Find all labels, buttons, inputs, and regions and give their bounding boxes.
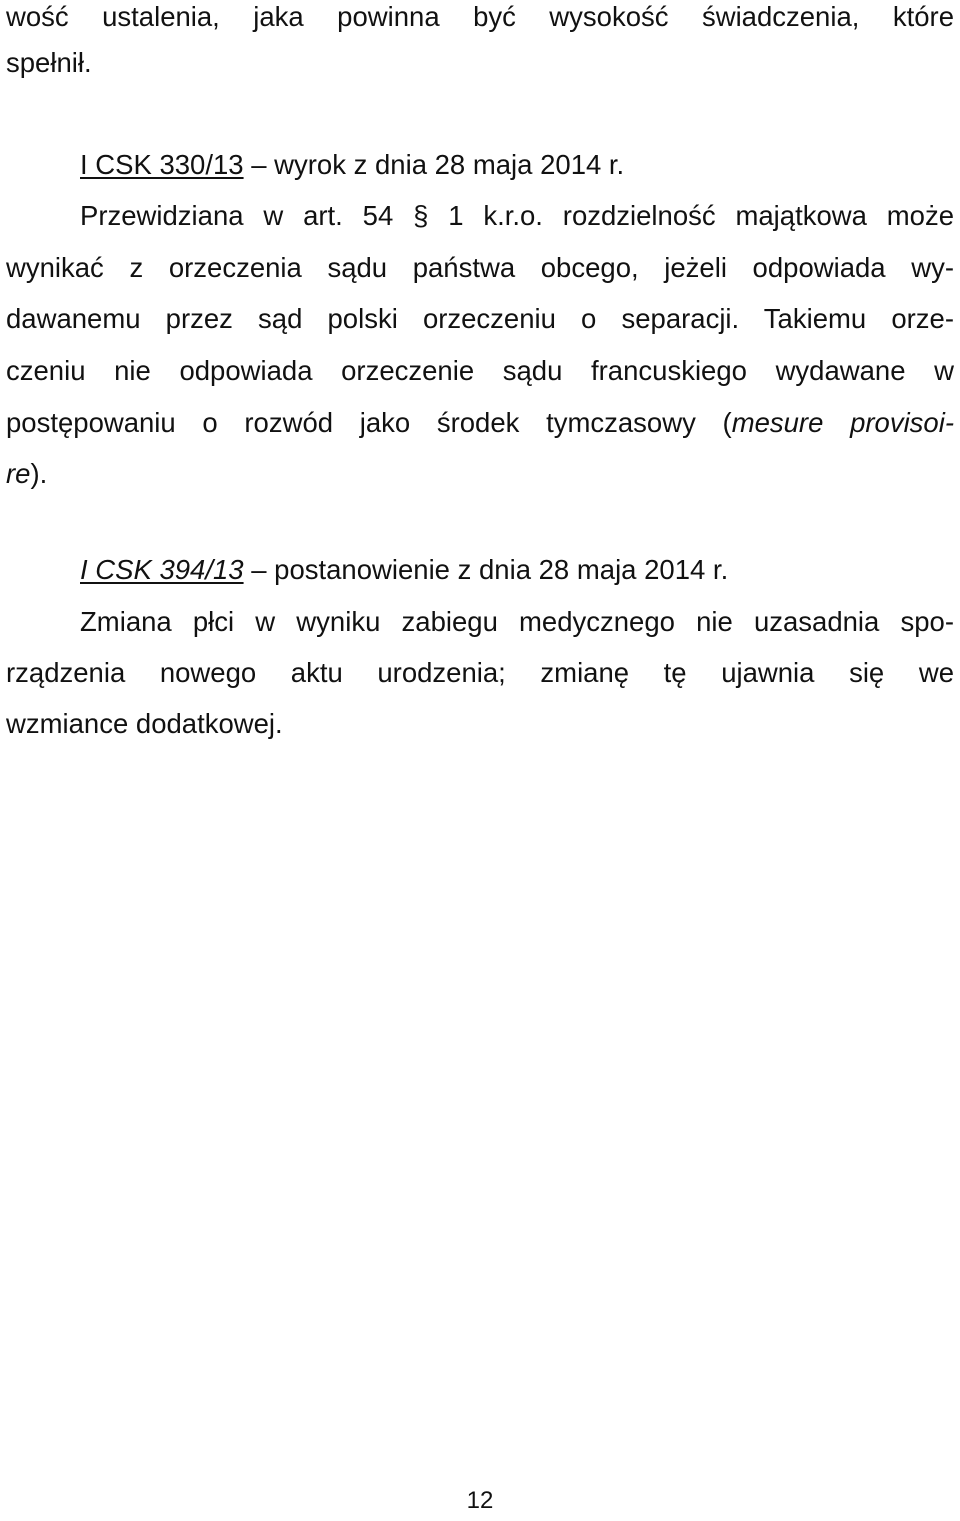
entry-2-line-2: rządzenia nowego aktu urodzenia; zmianę tę ujawnia się we bbox=[6, 657, 954, 688]
foreign-term: mesure provisoi- bbox=[731, 407, 954, 438]
entry-2-line-3: wzmiance dodatkowej. bbox=[6, 708, 283, 739]
case-desc: – postanowienie z dnia 28 maja 2014 r. bbox=[243, 554, 729, 585]
entry-1-line-5 bbox=[6, 406, 954, 440]
intro-line-2: spełnił. bbox=[6, 47, 92, 78]
entry-1-line-1: Przewidziana w art. 54 § 1 k.r.o. rozdzielność majątkowa może bbox=[80, 200, 954, 231]
case-ref-link[interactable]: I CSK 394/13 bbox=[80, 554, 244, 585]
case-ref-link[interactable]: I CSK 330/13 bbox=[80, 149, 244, 180]
closing-paren: ). bbox=[30, 458, 48, 489]
entry-1-heading bbox=[80, 148, 954, 182]
case-desc: – wyrok z dnia 28 maja 2014 r. bbox=[243, 149, 625, 180]
foreign-term-end: re bbox=[6, 458, 31, 489]
entry-1-line-4: czeniu nie odpowiada orzeczenie sądu francuskiego wydawane w bbox=[6, 355, 954, 386]
entry-1-line-3: dawanemu przez sąd polski orzeczeniu o separacji. Takiemu orze- bbox=[6, 303, 954, 334]
entry-2-line-1: Zmiana płci w wyniku zabiegu medycznego nie uzasadnia spo- bbox=[80, 606, 954, 637]
entry-1-line-5-text: postępowaniu o rozwód jako środek tymczasowy ( bbox=[6, 407, 732, 438]
page-number: 12 bbox=[466, 1487, 494, 1514]
intro-line-1: wość ustalenia, jaka powinna być wysokość świadczenia, które bbox=[6, 1, 954, 32]
entry-1-line-6 bbox=[6, 457, 954, 491]
entry-1-line-2: wynikać z orzeczenia sądu państwa obcego, jeżeli odpowiada wy- bbox=[6, 252, 954, 283]
entry-2-heading bbox=[80, 553, 954, 587]
